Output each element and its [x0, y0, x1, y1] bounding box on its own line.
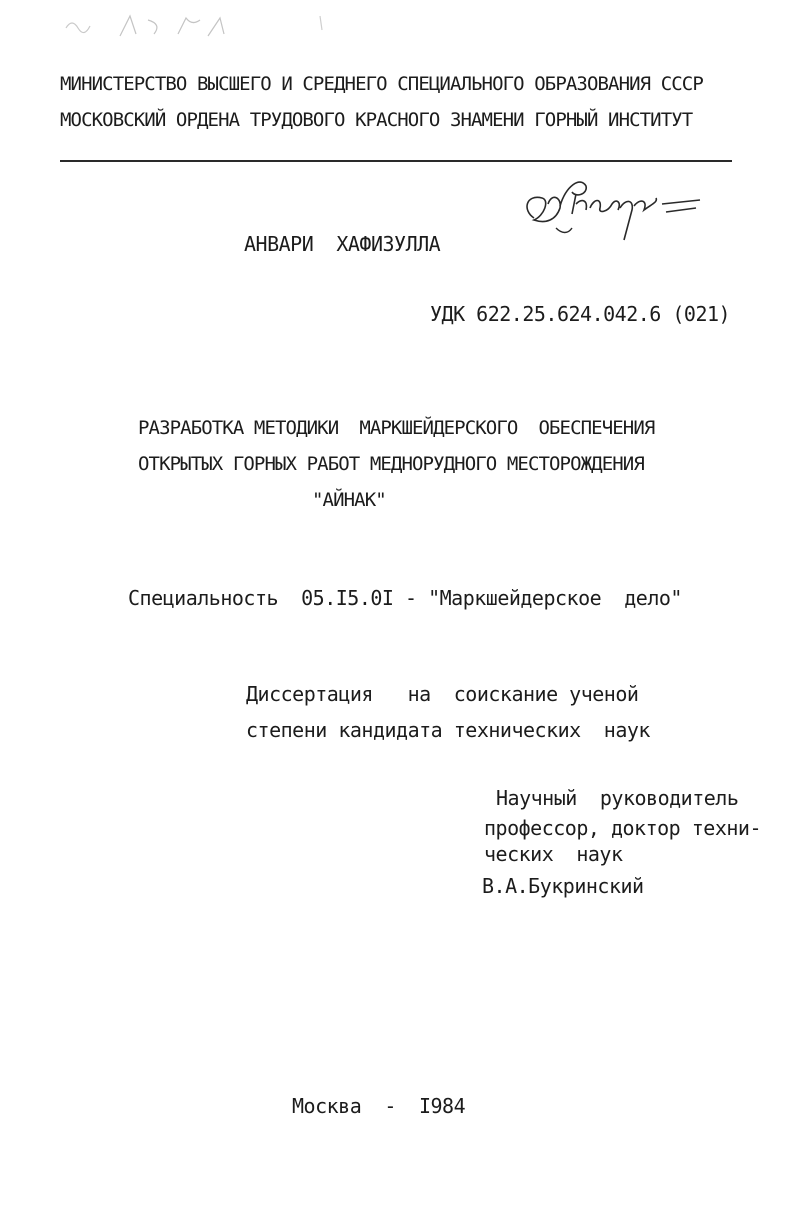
author-name: АНВАРИ ХАФИЗУЛЛА: [244, 232, 441, 256]
faint-handwritten-marks: [58, 6, 338, 46]
udk-code: УДК 622.25.624.042.6 (021): [430, 302, 731, 326]
supervisor-title-2: ческих наук: [484, 842, 623, 866]
specialty-line: Специальность 05.I5.0I - "Маркшейдерское дело": [128, 586, 682, 610]
header-divider: [60, 160, 732, 162]
dissertation-line-1: Диссертация на соискание ученой: [246, 682, 639, 706]
thesis-title-line-3: "АЙНАК": [312, 489, 386, 511]
supervisor-title-1: профессор, доктор техни-: [484, 816, 761, 840]
thesis-title-line-2: ОТКРЫТЫХ ГОРНЫХ РАБОТ МЕДНОРУДНОГО МЕСТОРОЖДЕНИЯ: [138, 453, 644, 475]
dissertation-line-2: степени кандидата технических наук: [246, 718, 650, 742]
ministry-heading: МИНИСТЕРСТВО ВЫСШЕГО И СРЕДНЕГО СПЕЦИАЛЬНОГО ОБРАЗОВАНИЯ СССР: [60, 73, 703, 95]
handwritten-signature: [516, 168, 706, 250]
supervisor-role: Научный руководитель: [496, 786, 739, 810]
city-year: Москва - I984: [292, 1094, 466, 1118]
institute-heading: МОСКОВСКИЙ ОРДЕНА ТРУДОВОГО КРАСНОГО ЗНАМЕНИ ГОРНЫЙ ИНСТИТУТ: [60, 109, 693, 131]
thesis-title-line-1: РАЗРАБОТКА МЕТОДИКИ МАРКШЕЙДЕРСКОГО ОБЕСПЕЧЕНИЯ: [138, 417, 655, 439]
supervisor-name: В.А.Букринский: [482, 874, 644, 898]
